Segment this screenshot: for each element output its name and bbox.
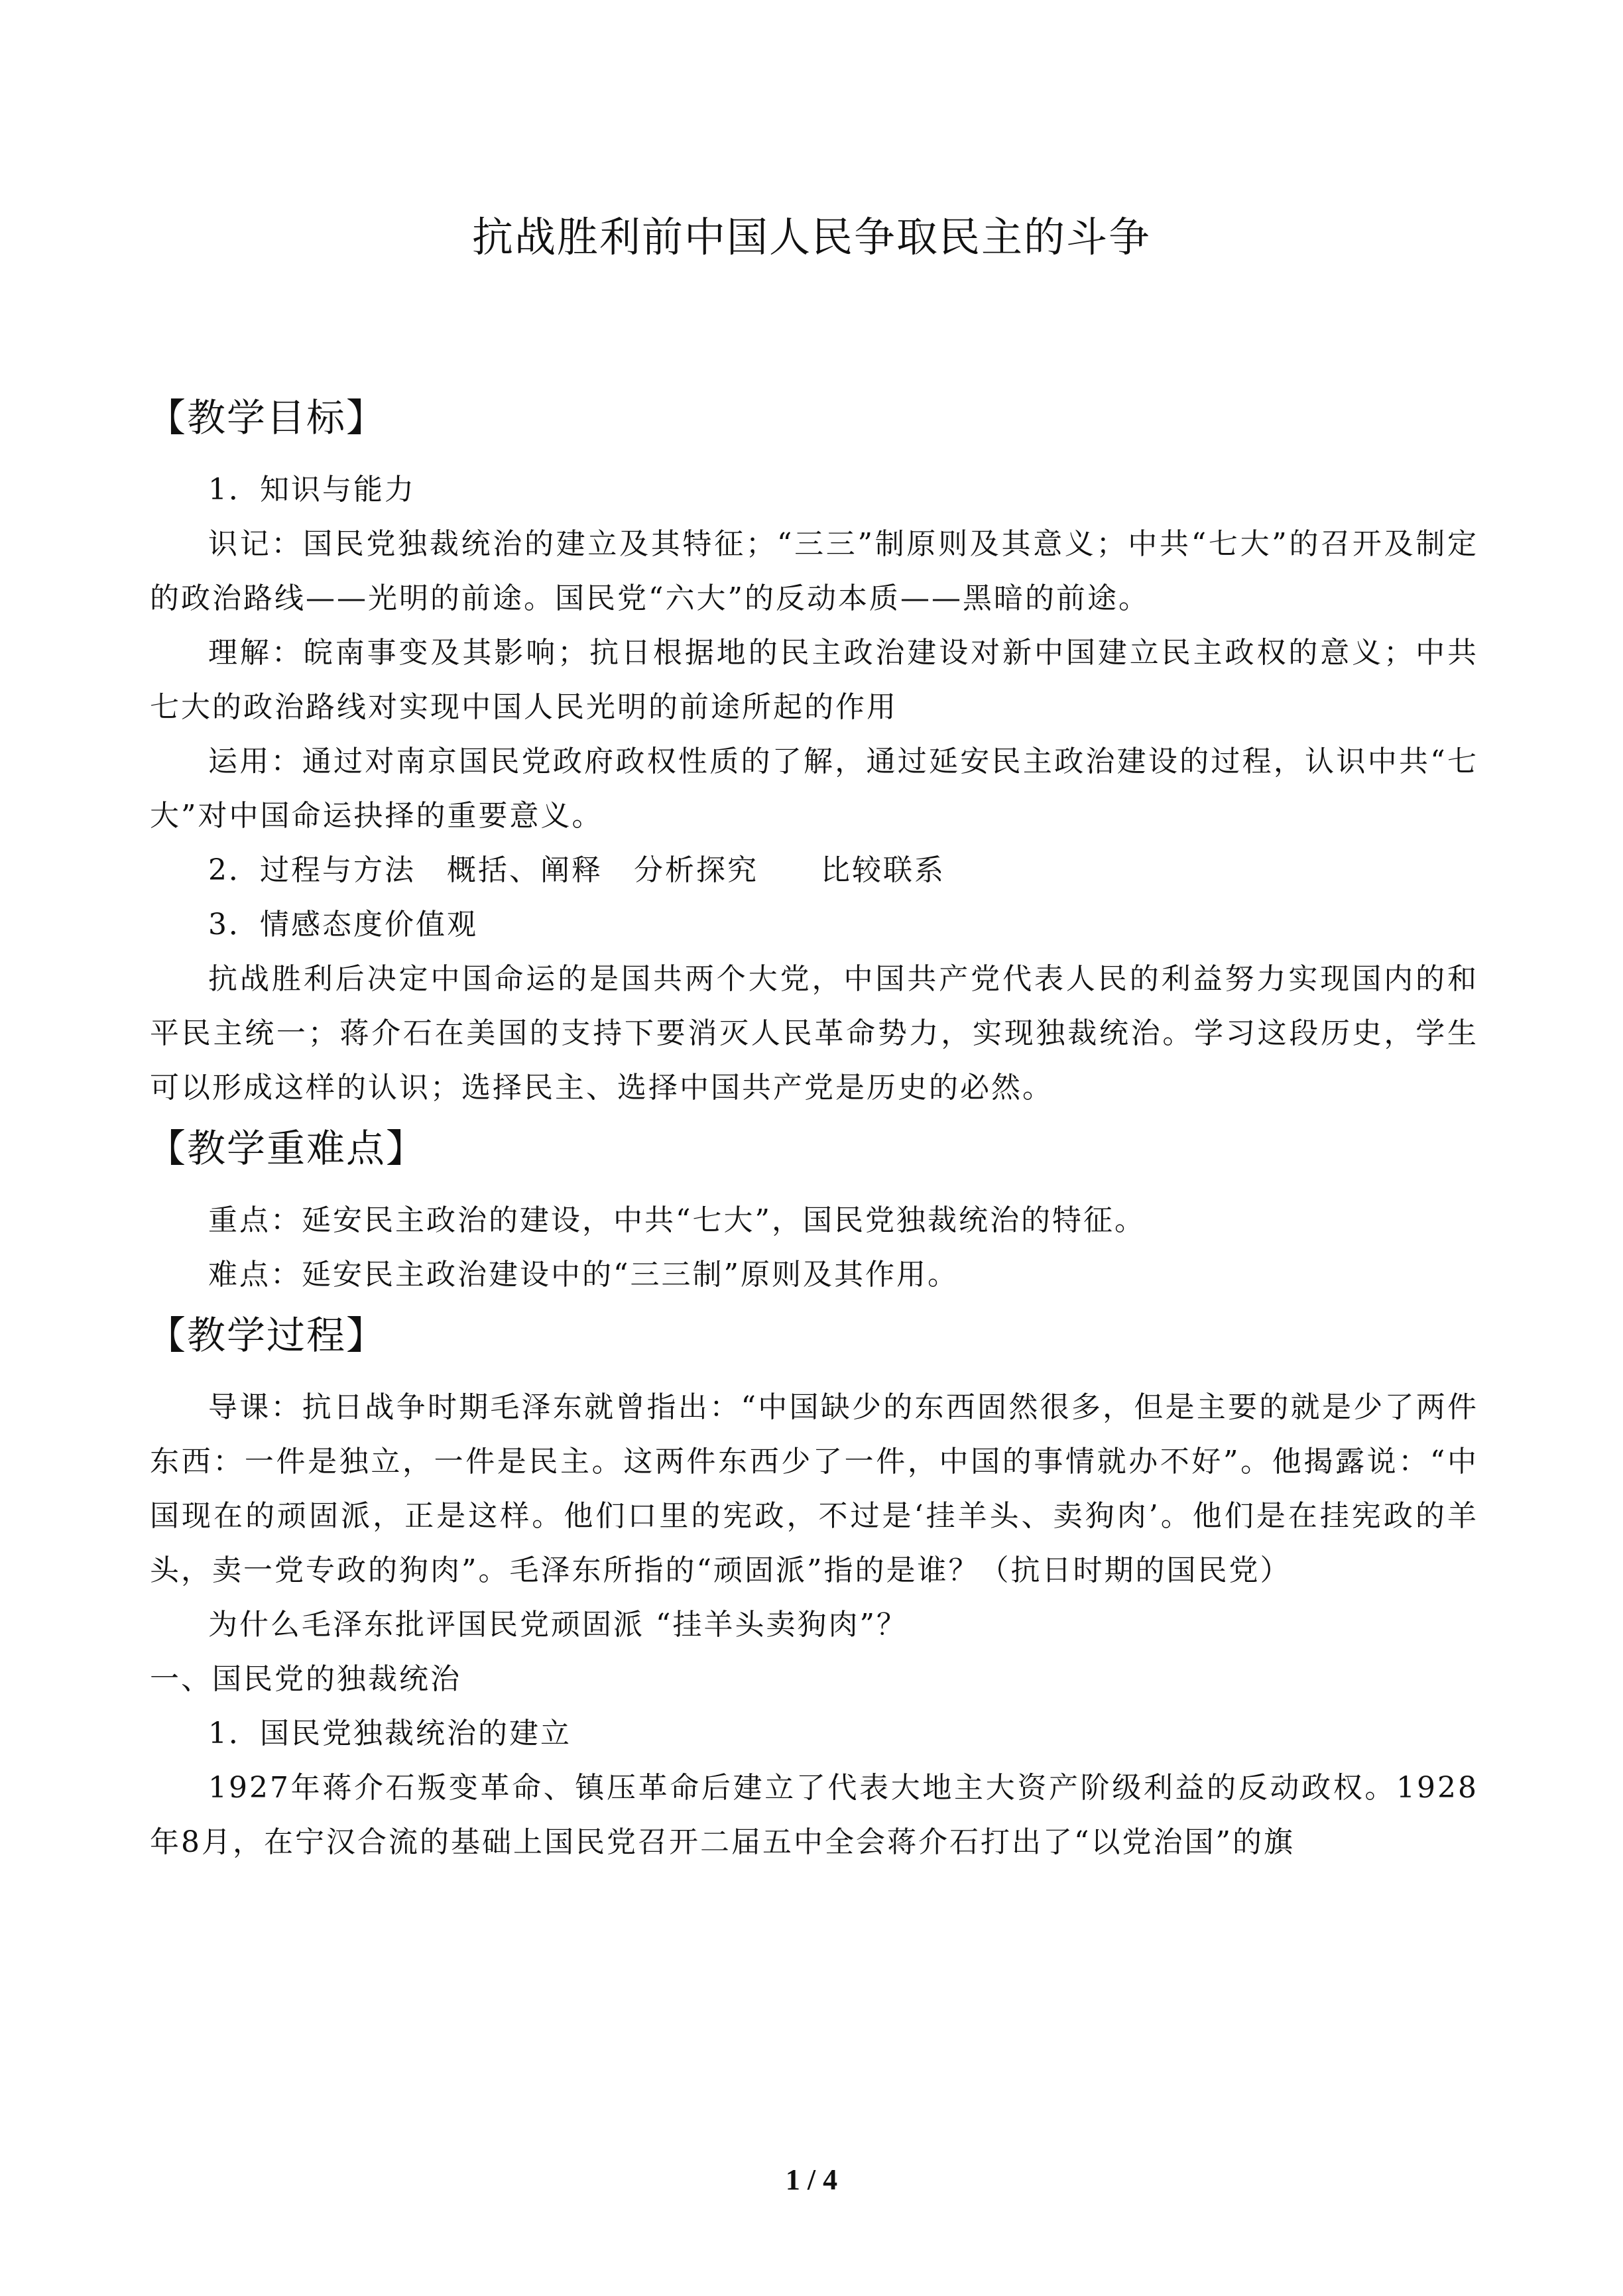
page-number: 1 / 4	[785, 2163, 838, 2196]
process-question: 为什么毛泽东批评国民党顽固派 “挂羊头卖狗肉”？	[208, 1608, 908, 1642]
objective-understand: 理解：皖南事变及其影响；抗日根据地的民主政治建设对新中国建立民主政权的意义；中共七大的政治路线对实现中国人民光明的前途所起的作用	[150, 636, 1478, 724]
section-heading-objectives: 【教学目标】	[147, 395, 387, 440]
objective-item-values: 3．情感态度价值观	[208, 908, 478, 941]
part-one-item: 1．国民党独裁统治的建立	[208, 1717, 571, 1750]
part-one-title: 一、国民党的独裁统治	[150, 1662, 461, 1696]
difficult-point: 难点：延安民主政治建设中的“三三制”原则及其作用。	[208, 1258, 959, 1292]
objective-item-process: 2．过程与方法 概括、阐释 分析探究 比较联系	[208, 853, 945, 887]
key-point: 重点：延安民主政治的建设，中共“七大”，国民党独裁统治的特征。	[208, 1203, 1146, 1237]
part-one-text: 1927年蒋介石叛变革命、镇压革命后建立了代表大地主大资产阶级利益的反动政权。1928年8月，在宁汉合流的基础上国民党召开二届五中全会蒋介石打出了“以党治国”的旗	[150, 1771, 1478, 1859]
document-title: 抗战胜利前中国人民争取民主的斗争	[471, 213, 1151, 261]
section-heading-process: 【教学过程】	[147, 1313, 387, 1358]
section-heading-key-points: 【教学重难点】	[147, 1126, 426, 1171]
objective-item-knowledge: 1．知识与能力	[208, 473, 416, 507]
objective-recall: 识记：国民党独裁统治的建立及其特征；“三三”制原则及其意义；中共“七大”的召开及制定的政治路线——光明的前途。国民党“六大”的反动本质——黑暗的前途。	[150, 527, 1478, 615]
document-body	[147, 385, 1478, 1870]
objective-apply: 运用：通过对南京国民党政府政权性质的了解，通过延安民主政治建设的过程，认识中共“七大”对中国命运抉择的重要意义。	[150, 745, 1478, 833]
objective-values-text: 抗战胜利后决定中国命运的是国共两个大党，中国共产党代表人民的利益努力实现国内的和平民主统一；蒋介石在美国的支持下要消灭人民革命势力，实现独裁统治。学习这段历史，学生可以形成这样的认识；选择民主、选择中国共产党是历史的必然。	[150, 962, 1478, 1105]
process-intro: 导课：抗日战争时期毛泽东就曾指出：“中国缺少的东西固然很多，但是主要的就是少了两件东西：一件是独立，一件是民主。这两件东西少了一件，中国的事情就办不好”。他揭露说：“中国现在的顽固派，正是这样。他们口里的宪政，不过是‘挂羊头、卖狗肉’。他们是在挂宪政的羊头，卖一党专政的狗肉”。毛泽东所指的“顽固派”指的是谁？（抗日时期的国民党）	[150, 1390, 1478, 1587]
